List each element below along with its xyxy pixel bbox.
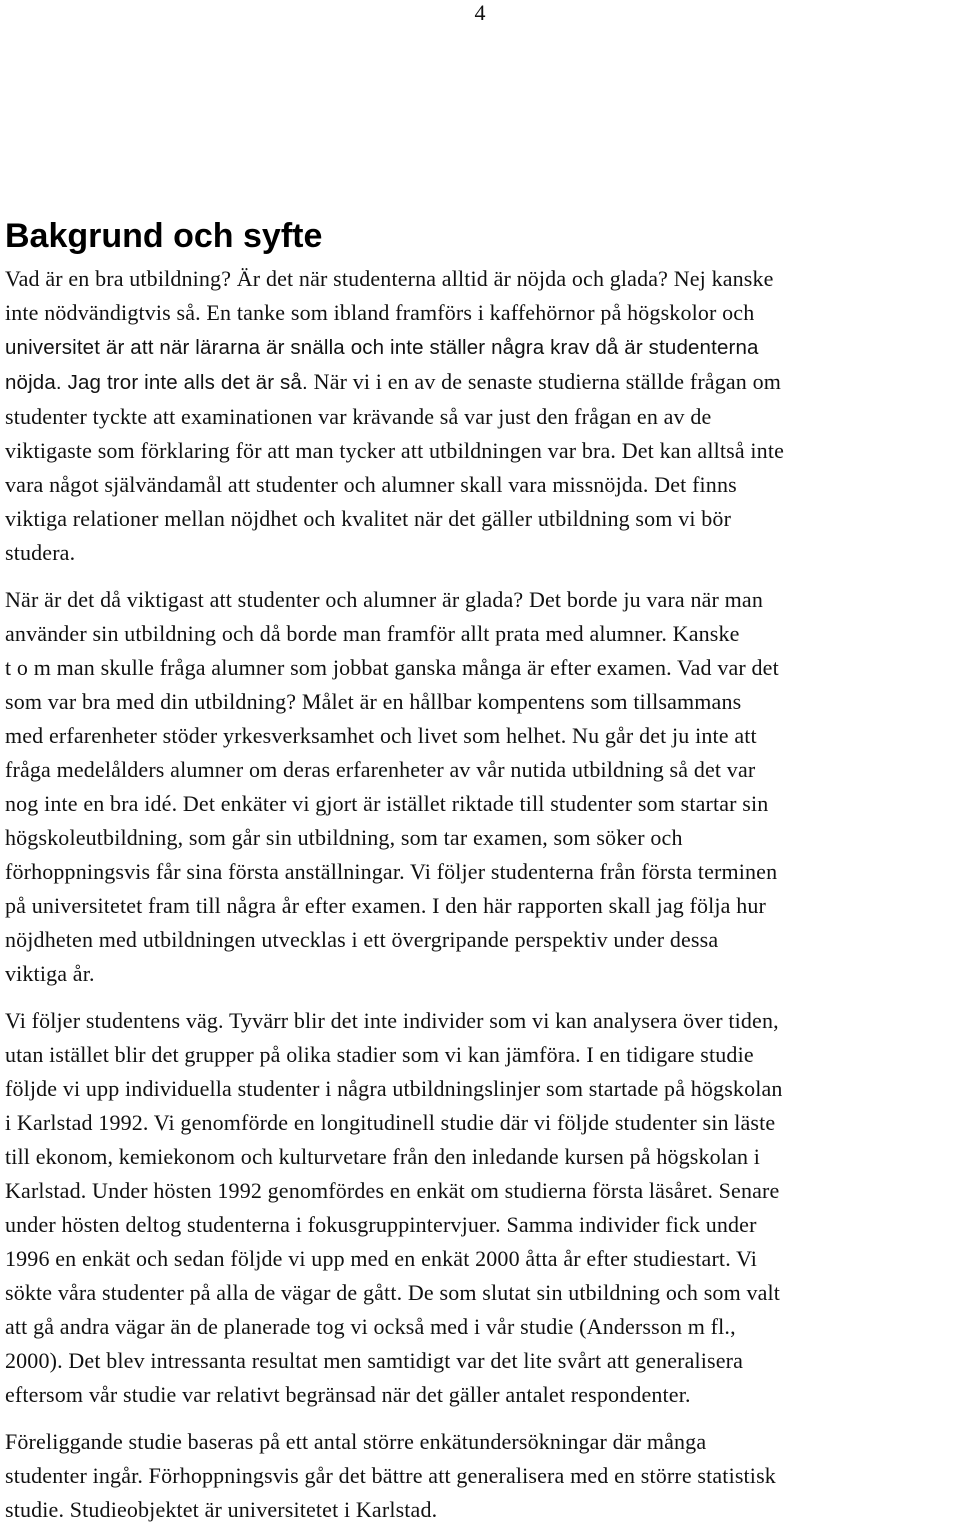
text-line <box>5 685 959 719</box>
text-line <box>5 1276 959 1310</box>
text-line <box>5 889 959 923</box>
text-run: nöjdheten med utbildningen utvecklas i ett övergripande perspektiv under dessa <box>5 927 719 952</box>
text-line <box>5 1378 959 1412</box>
text-line <box>5 1140 959 1174</box>
text-run: 1996 en enkät och sedan följde vi upp med en enkät 2000 åtta år efter studiestart. Vi <box>5 1246 758 1271</box>
text-line <box>5 330 959 365</box>
text-line <box>5 536 959 570</box>
text-line <box>5 1344 959 1378</box>
text-line <box>5 400 959 434</box>
text-run: 2000). Det blev intressanta resultat men samtidigt var det lite svårt att generalisera <box>5 1348 744 1373</box>
text-line <box>5 923 959 957</box>
text-line <box>5 957 959 991</box>
paragraph-list <box>5 262 959 1527</box>
text-run: i Karlstad 1992. Vi genomförde en longitudinell studie där vi följde studenter sin läste <box>5 1110 776 1135</box>
text-run: att gå andra vägar än de planerade tog vi också med i vår studie (Andersson m fl., <box>5 1314 736 1339</box>
text-run: nöjda. Jag tror inte alls det är så. <box>5 371 314 394</box>
text-run: studie. Studieobjektet är universitetet i Karlstad. <box>5 1497 438 1522</box>
text-run: När är det då viktigast att studenter och alumner är glada? Det borde ju vara när man <box>5 587 763 612</box>
text-run: använder sin utbildning och då borde man framför allt prata med alumner. Kanske <box>5 621 740 646</box>
text-run: sökte våra studenter på alla de vägar de gått. De som slutat sin utbildning och som valt <box>5 1280 781 1305</box>
section-heading: Bakgrund och syfte <box>5 217 323 255</box>
text-line <box>5 502 959 536</box>
text-run: universitet är att när lärarna är snälla och inte ställer några krav då är studenterna <box>5 336 759 359</box>
text-run: Karlstad. Under hösten 1992 genomfördes en enkät om studierna första läsåret. Senare <box>5 1178 780 1203</box>
text-line <box>5 753 959 787</box>
text-run: följde vi upp individuella studenter i några utbildningslinjer som startade på högskolan <box>5 1076 783 1101</box>
text-run: fråga medelålders alumner om deras erfarenheter av vår nutida utbildning så det var <box>5 757 756 782</box>
text-run: högskoleutbildning, som går sin utbildning, som tar examen, som söker och <box>5 825 683 850</box>
text-line <box>5 787 959 821</box>
text-run: förhoppningsvis får sina första anställningar. Vi följer studenterna från första terminen <box>5 859 778 884</box>
text-run: med erfarenheter stöder yrkesverksamhet och livet som helhet. Nu går det ju inte att <box>5 723 757 748</box>
text-run: Föreliggande studie baseras på ett antal större enkätundersökningar där många <box>5 1429 707 1454</box>
paragraph <box>5 1004 959 1412</box>
page-number: 4 <box>474 0 486 25</box>
text-run: När vi i en av de senaste studierna ställde frågan om <box>313 369 781 394</box>
text-run: nog inte en bra idé. Det enkäter vi gjort är istället riktade till studenter som startar sin <box>5 791 769 816</box>
text-run: på universitetet fram till några år efter examen. I den här rapporten skall jag följa hur <box>5 893 767 918</box>
text-run: viktiga relationer mellan nöjdhet och kvalitet när det gäller utbildning som vi bör <box>5 506 732 531</box>
text-line <box>5 1208 959 1242</box>
text-line <box>5 1310 959 1344</box>
text-run: Vi följer studentens väg. Tyvärr blir det inte individer som vi kan analysera över tiden, <box>5 1008 779 1033</box>
text-run: studera. <box>5 540 76 565</box>
text-run: eftersom vår studie var relativt begränsad när det gäller antalet respondenter. <box>5 1382 691 1407</box>
text-line <box>5 434 959 468</box>
text-run: t o m man skulle fråga alumner som jobbat ganska många är efter examen. Vad var det <box>5 655 779 680</box>
text-run: viktigaste som förklaring för att man tycker att utbildningen var bra. Det kan alltså inte <box>5 438 784 463</box>
text-run: vara något självändamål att studenter och alumner skall vara missnöjda. Det finns <box>5 472 737 497</box>
text-line <box>5 1242 959 1276</box>
text-line <box>5 617 959 651</box>
text-line <box>5 1174 959 1208</box>
text-run: studenter ingår. Förhoppningsvis går det bättre att generalisera med en större statistisk <box>5 1463 776 1488</box>
text-line <box>5 1072 959 1106</box>
text-run: inte nödvändigtvis så. En tanke som ibland framförs i kaffehörnor på högskolor och <box>5 300 755 325</box>
text-run: Vad är en bra utbildning? Är det när studenterna alltid är nöjda och glada? Nej kanske <box>5 266 774 291</box>
document-body <box>5 214 959 1540</box>
text-run: till ekonom, kemiekonom och kulturvetare från den inledande kursen på högskolan i <box>5 1144 761 1169</box>
text-line <box>5 821 959 855</box>
text-line <box>5 1004 959 1038</box>
text-line <box>5 583 959 617</box>
text-run: utan istället blir det grupper på olika stadier som vi kan jämföra. I en tidigare studie <box>5 1042 754 1067</box>
text-line <box>5 262 959 296</box>
paragraph <box>5 1425 959 1527</box>
text-line <box>5 1425 959 1459</box>
text-line <box>5 296 959 330</box>
text-line <box>5 855 959 889</box>
text-line <box>5 468 959 502</box>
paragraph <box>5 583 959 991</box>
text-run: studenter tyckte att examinationen var krävande så var just den frågan en av de <box>5 404 712 429</box>
text-line <box>5 365 959 400</box>
text-run: under hösten deltog studenterna i fokusgruppintervjuer. Samma individer fick under <box>5 1212 757 1237</box>
paragraph <box>5 262 959 570</box>
text-run: som var bra med din utbildning? Målet är en hållbar kompentens som tillsammans <box>5 689 742 714</box>
text-line <box>5 1038 959 1072</box>
text-line <box>5 651 959 685</box>
text-line <box>5 1106 959 1140</box>
text-line <box>5 719 959 753</box>
text-line <box>5 1493 959 1527</box>
text-line <box>5 1459 959 1493</box>
text-run: viktiga år. <box>5 961 95 986</box>
